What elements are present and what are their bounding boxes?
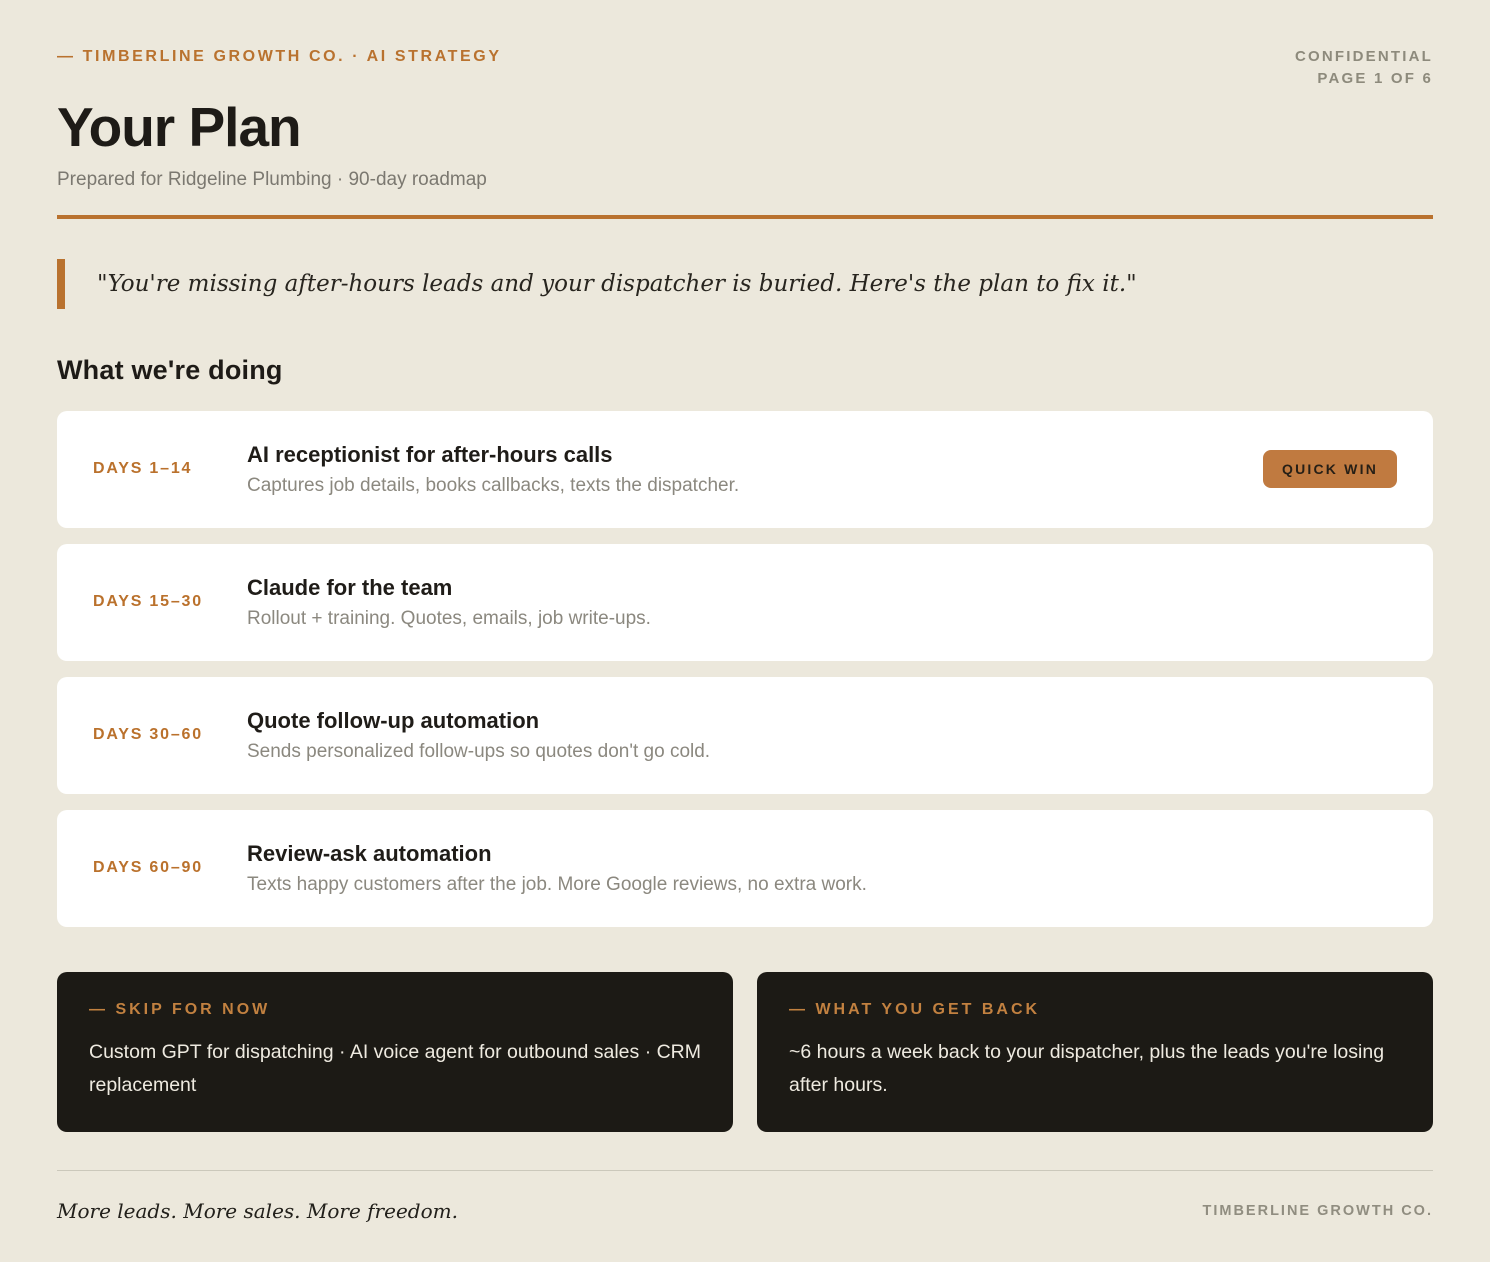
panel-body: Custom GPT for dispatching · AI voice agent for outbound sales · CRM replacement: [89, 1040, 702, 1096]
panel-heading: — WHAT YOU GET BACK: [789, 1000, 1041, 1018]
card-title: Review-ask automation: [247, 840, 492, 866]
card-description: Sends personalized follow-ups so quotes don't go cold.: [247, 740, 711, 762]
top-bar: [57, 46, 1433, 90]
footer-brand: TIMBERLINE GROWTH CO.: [1202, 1202, 1433, 1219]
summary-panels: [57, 972, 1433, 1132]
confidential-label: CONFIDENTIAL: [1294, 48, 1433, 65]
brand-eyebrow: — TIMBERLINE GROWTH CO. · AI STRATEGY: [57, 48, 502, 65]
skip-for-now-panel: [57, 972, 733, 1132]
card-description: Rollout + training. Quotes, emails, job write-ups.: [247, 607, 651, 629]
page-title: Your Plan: [57, 95, 301, 158]
card-content: [247, 575, 1397, 630]
quick-win-badge: QUICK WIN: [1263, 450, 1397, 488]
card-content: [247, 708, 1397, 763]
accent-divider: [57, 215, 1433, 219]
roadmap-card-days-15-30: [57, 544, 1433, 661]
days-label: DAYS 15–30: [93, 593, 203, 610]
card-description: Captures job details, books callbacks, texts the dispatcher.: [247, 474, 740, 496]
roadmap-card-days-1-14: [57, 411, 1433, 528]
card-title: Quote follow-up automation: [247, 707, 540, 733]
section-heading: What we're doing: [57, 354, 283, 385]
card-title: Claude for the team: [247, 574, 453, 600]
roadmap-list: [57, 411, 1433, 927]
card-content: [247, 841, 1397, 896]
document-meta: [1295, 46, 1433, 90]
days-label: DAYS 30–60: [93, 726, 203, 743]
card-description: Texts happy customers after the job. More Google reviews, no extra work.: [247, 873, 867, 895]
card-title: AI receptionist for after-hours calls: [247, 441, 613, 467]
roadmap-card-days-60-90: [57, 810, 1433, 927]
panel-body: ~6 hours a week back to your dispatcher, plus the leads you're losing after hours.: [789, 1040, 1385, 1096]
pull-quote: "You're missing after-hours leads and your dispatcher is buried. Here's the plan to fix it.": [57, 259, 1433, 309]
footer-tagline: More leads. More sales. More freedom.: [57, 1198, 458, 1223]
card-content: [247, 442, 1239, 497]
roadmap-card-days-30-60: [57, 677, 1433, 794]
what-you-get-back-panel: [757, 972, 1433, 1132]
days-label: DAYS 60–90: [93, 859, 203, 876]
page-indicator: PAGE 1 OF 6: [1317, 69, 1433, 87]
page-footer: [57, 1170, 1433, 1223]
days-label: DAYS 1–14: [93, 460, 193, 477]
page-subtitle: Prepared for Ridgeline Plumbing · 90-day roadmap: [57, 168, 487, 190]
panel-heading: — SKIP FOR NOW: [89, 1000, 271, 1018]
